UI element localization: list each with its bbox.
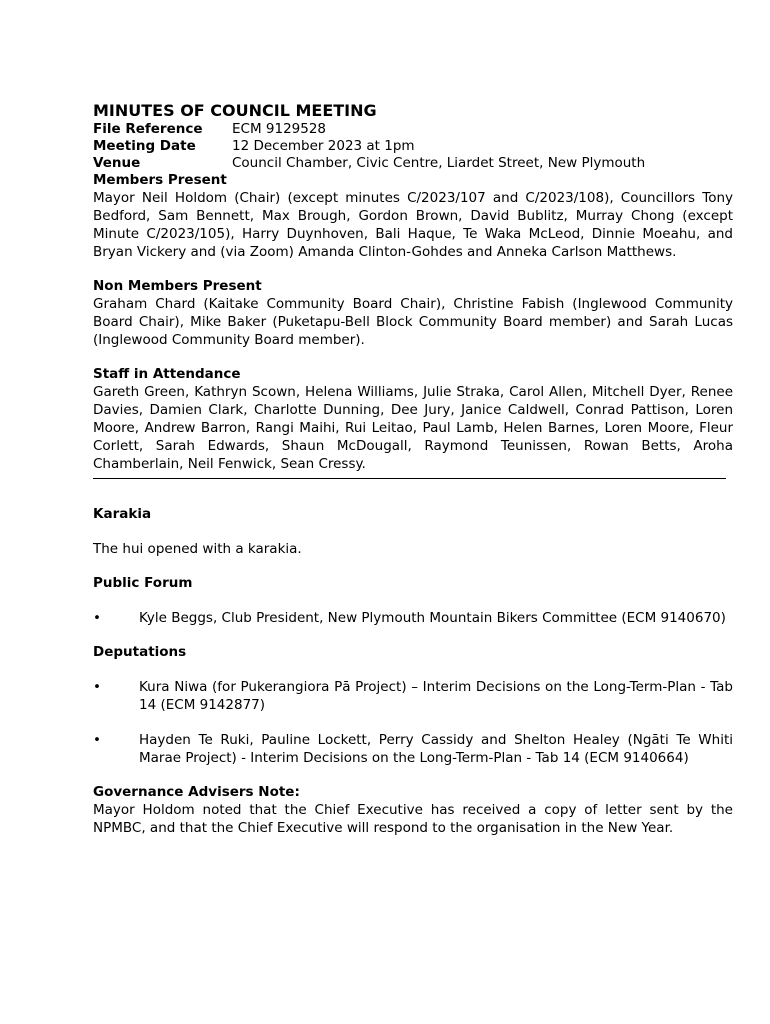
public-forum-item: Kyle Beggs, Club President, New Plymouth Mountain Bikers Committee (ECM 9140670) — [139, 610, 726, 626]
venue-value: Council Chamber, Civic Centre, Liardet Street, New Plymouth — [232, 155, 646, 171]
venue-label: Venue — [93, 155, 141, 171]
file-reference-row — [93, 121, 733, 138]
deputation-item: Hayden Te Ruki, Pauline Lockett, Perry Cassidy and Shelton Healey (Ngāti Te Whiti Marae Project) - Interim Decisions on the Long-Term-Plan - Tab 14 (ECM 9140664) — [139, 732, 733, 766]
karakia-heading: Karakia — [93, 506, 152, 522]
non-members-heading: Non Members Present — [93, 278, 262, 294]
members-present-text: Mayor Neil Holdom (Chair) (except minutes C/2023/107 and C/2023/108), Councillors Tony Bedford, Sam Bennett, Max Brough, Gordon Brown, David Bublitz, Murray Chong (except Minute C/2023/105), Harry Duynhoven, Bali Haque, Te Waka McLeod, Dinnie Moeahu, and Bryan Vickery and (via Zoom) Amanda Clinton-Gohdes and Anneka Carlson Matthews. — [93, 190, 733, 260]
governance-note-text: Mayor Holdom noted that the Chief Executive has received a copy of letter sent by the NPMBC, and that the Chief Executive will respond to the organisation in the New Year. — [93, 802, 733, 836]
list-item — [93, 678, 733, 714]
members-present-heading: Members Present — [93, 172, 227, 188]
file-reference-value: ECM 9129528 — [232, 121, 327, 137]
bullet-icon: • — [93, 732, 101, 748]
meeting-date-label: Meeting Date — [93, 138, 196, 154]
staff-text: Gareth Green, Kathryn Scown, Helena Williams, Julie Straka, Carol Allen, Mitchell Dyer, Renee Davies, Damien Clark, Charlotte Dunning, Dee Jury, Janice Caldwell, Conrad Pattison, Loren Moore, Andrew Barron, Rangi Maihi, Rui Leitao, Paul Lamb, Helen Barnes, Loren Moore, Fleur Corlett, Sarah Edwards, Shaun McDougall, Raymond Teunissen, Rowan Betts, Aroha Chamberlain, Neil Fenwick, Sean Cressy. — [93, 384, 733, 472]
meeting-date-row — [93, 138, 733, 155]
public-forum-heading: Public Forum — [93, 575, 193, 591]
meeting-date-value: 12 December 2023 at 1pm — [232, 138, 415, 154]
non-members-text: Graham Chard (Kaitake Community Board Chair), Christine Fabish (Inglewood Community Board Chair), Mike Baker (Puketapu-Bell Block Community Board member) and Sarah Lucas (Inglewood Community Board member). — [93, 296, 733, 348]
staff-heading: Staff in Attendance — [93, 366, 241, 382]
bullet-icon: • — [93, 610, 101, 626]
governance-note-heading: Governance Advisers Note: — [93, 784, 300, 800]
deputations-heading: Deputations — [93, 644, 187, 660]
venue-row — [93, 155, 733, 172]
bullet-icon: • — [93, 679, 101, 695]
document-title: MINUTES OF COUNCIL MEETING — [93, 101, 377, 120]
list-item — [93, 731, 733, 767]
file-reference-label: File Reference — [93, 121, 203, 137]
deputation-item: Kura Niwa (for Pukerangiora Pā Project) – Interim Decisions on the Long-Term-Plan - Tab 14 (ECM 9142877) — [139, 679, 733, 713]
list-item — [93, 609, 733, 627]
meeting-details — [93, 121, 733, 172]
minutes-content — [93, 101, 733, 837]
karakia-text: The hui opened with a karakia. — [93, 541, 302, 557]
